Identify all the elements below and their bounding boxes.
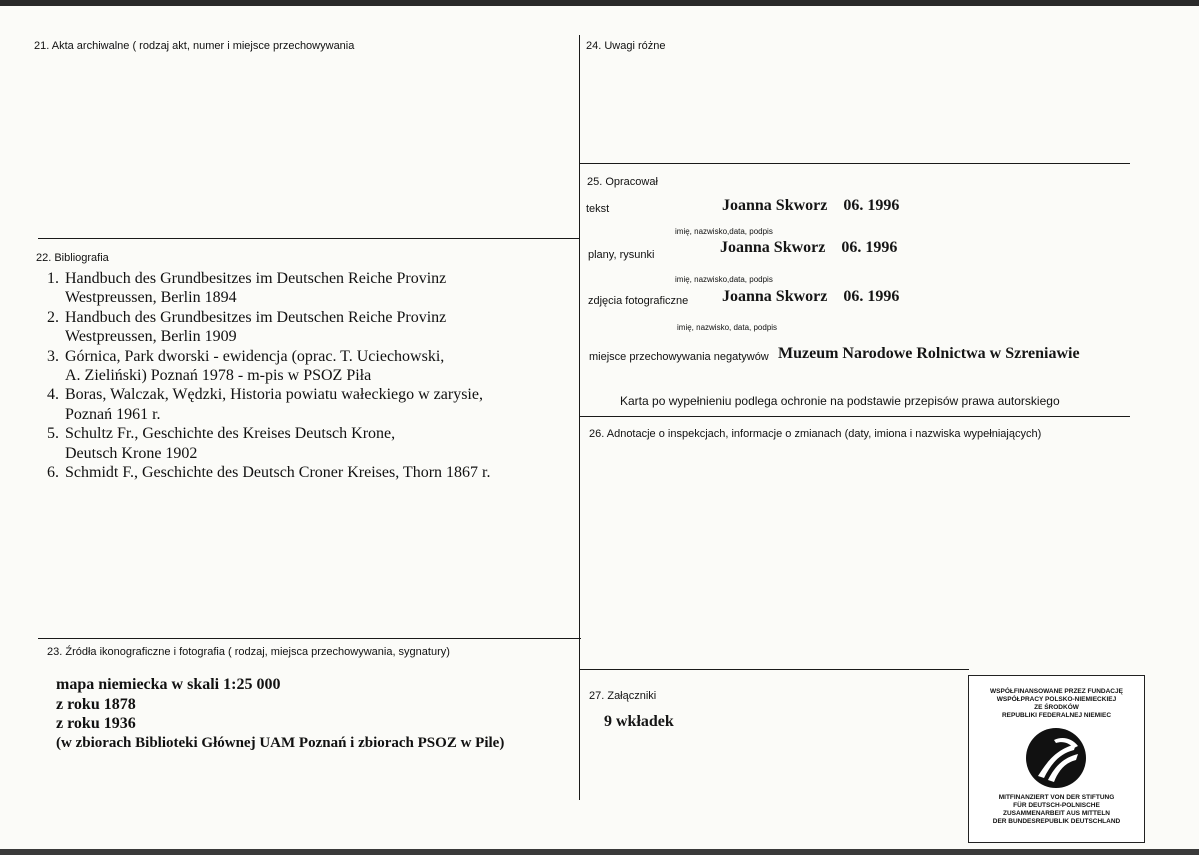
attachments-value: 9 wkładek bbox=[604, 713, 674, 730]
negatywy-label: miejsce przechowywania negatywów bbox=[589, 351, 769, 363]
iconographic-sources bbox=[56, 675, 504, 753]
logo-top-text: WSPÓŁFINANSOWANE PRZEZ FUNDACJĘ WSPÓŁPRACY POLSKO-NIEMIECKIEJ ZE ŚRODKÓW REPUBLIKI FEDERALNEJ NIEMIEC bbox=[990, 688, 1123, 719]
source-line: z roku 1878 bbox=[56, 695, 136, 713]
tekst-value: Joanna Skworz 06. 1996 bbox=[722, 197, 900, 214]
zdjecia-value: Joanna Skworz 06. 1996 bbox=[722, 288, 900, 305]
bibliography-item: 1. Handbuch des Grundbesitzes im Deutschen Reiche Provinz Westpreussen, Berlin 1894 bbox=[47, 270, 447, 307]
signature-hint-2: imię, nazwisko,data, podpis bbox=[675, 275, 773, 284]
tekst-label: tekst bbox=[586, 203, 610, 215]
bibliography-item: 3. Górnica, Park dworski - ewidencja (oprac. T. Uciechowski, A. Zieliński) Poznań 1978 - m-pis w PSOZ Piła bbox=[47, 347, 445, 385]
section-27-label: 27. Załączniki bbox=[589, 690, 657, 702]
divider-21-22 bbox=[38, 238, 579, 239]
zdjecia-label: zdjęcia fotograficzne bbox=[588, 295, 689, 307]
divider-22-23 bbox=[38, 638, 581, 639]
source-line: mapa niemiecka w skali 1:25 000 bbox=[56, 676, 281, 693]
section-21-label: 21. Akta archiwalne ( rodzaj akt, numer i miejsce przechowywania bbox=[34, 40, 355, 52]
signature-hint-1: imię, nazwisko,data, podpis bbox=[675, 227, 773, 236]
divider-24-25 bbox=[579, 163, 1130, 164]
bibliography-item: 4. Boras, Walczak, Wędzki, Historia powiatu wałeckiego w zarysie, Poznań 1961 r. bbox=[47, 386, 483, 423]
negatywy-value: Muzeum Narodowe Rolnictwa w Szreniawie bbox=[778, 345, 1080, 362]
divider-25-26 bbox=[579, 416, 1130, 417]
bibliography-item: 6. Schmidt F., Geschichte des Deutsch Croner Kreises, Thorn 1867 r. bbox=[47, 464, 491, 482]
divider-26-27 bbox=[579, 669, 969, 670]
scan-bottom-edge bbox=[0, 849, 1199, 855]
vertical-divider bbox=[579, 35, 580, 800]
source-line: z roku 1936 bbox=[56, 715, 136, 732]
section-26-label: 26. Adnotacje o inspekcjach, informacje o zmianach (daty, imiona i nazwiska wypełniających) bbox=[589, 428, 1042, 440]
bibliography-item: 5. Schultz Fr., Geschichte des Kreises Deutsch Krone, Deutsch Krone 1902 bbox=[47, 425, 396, 462]
scan-top-edge bbox=[0, 0, 1199, 6]
section-23-label: 23. Źródła ikonograficzne i fotografia ( rodzaj, miejsca przechowywania, sygnatury) bbox=[47, 646, 450, 658]
foundation-emblem-icon bbox=[1024, 726, 1088, 790]
section-24-label: 24. Uwagi różne bbox=[586, 40, 666, 52]
section-25-label: 25. Opracował bbox=[587, 176, 658, 188]
bibliography-item: 2. Handbuch des Grundbesitzes im Deutschen Reiche Provinz Westpreussen, Berlin 1909 bbox=[47, 308, 447, 346]
plany-value: Joanna Skworz 06. 1996 bbox=[720, 239, 898, 256]
copyright-note: Karta po wypełnieniu podlega ochronie na podstawie przepisów prawa autorskiego bbox=[620, 394, 1060, 408]
bibliography-list bbox=[47, 269, 490, 482]
section-22-label: 22. Bibliografia bbox=[36, 252, 109, 264]
foundation-logo bbox=[968, 675, 1145, 843]
source-line: (w zbiorach Biblioteki Głównej UAM Poznań i zbiorach PSOZ w Pile) bbox=[56, 734, 505, 751]
logo-bottom-text: MITFINANZIERT VON DER STIFTUNG FÜR DEUTSCH-POLNISCHE ZUSAMMENARBEIT AUS MITTELN DER BUNDESREPUBLIK DEUTSCHLAND bbox=[992, 794, 1121, 825]
signature-hint-3: imię, nazwisko, data, podpis bbox=[677, 323, 778, 332]
plany-label: plany, rysunki bbox=[588, 249, 655, 261]
